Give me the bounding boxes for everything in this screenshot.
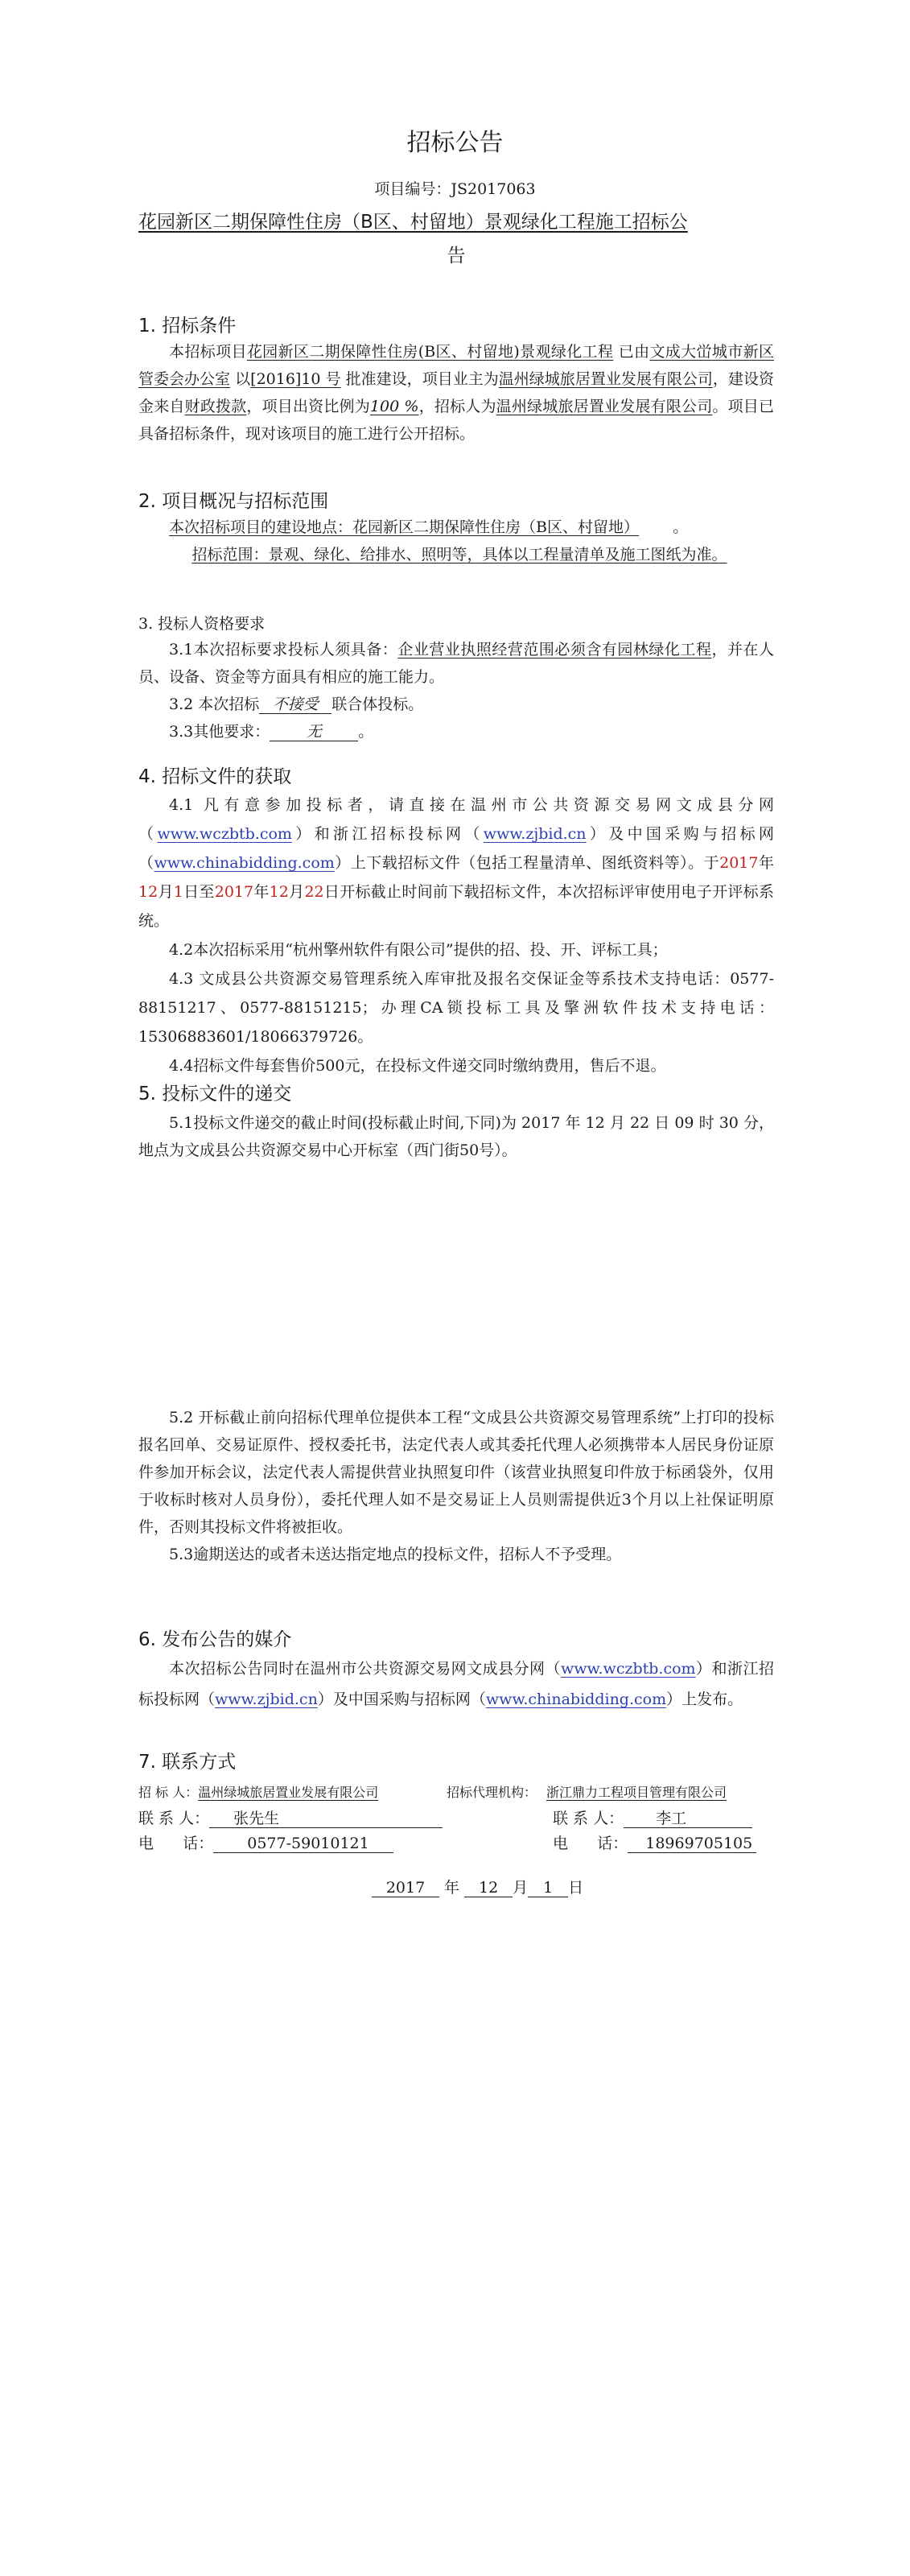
subtitle-line-1: 花园新区二期保障性住房（B区、村留地）景观绿化工程施工招标公: [138, 212, 688, 233]
s3-req-1: [138, 636, 774, 691]
s3-joint: 不接受: [259, 696, 331, 714]
agent-name: 浙江鼎力工程项目管理有限公司: [546, 1785, 727, 1800]
s1-text: 以: [235, 370, 251, 388]
s5-para-1: 5.1投标文件递交的截止时间(投标截止时间,下同)为 2017 年 12 月 22 日 09 时 30 分，地点为文成县公共资源交易中心开标室（西门街50号）。: [138, 1114, 774, 1159]
section-4-body: [138, 791, 774, 1080]
s1-text: 本招标项目: [169, 343, 247, 361]
contact-label: 联 系 人：: [138, 1810, 210, 1827]
section-3-heading: 3. 投标人资格要求: [138, 615, 266, 633]
link-zjbid[interactable]: www.zjbid.cn: [215, 1690, 318, 1708]
s1-doc-no: [2016]10 号: [250, 370, 341, 388]
s4-text: ）和浙江招标投标网（: [291, 825, 484, 843]
phone-left-row: [138, 1831, 393, 1853]
contact-right-name: 李工: [624, 1810, 752, 1828]
s2-location-end: 。: [673, 518, 689, 536]
link-wczbtb[interactable]: www.wczbtb.com: [157, 825, 292, 843]
phone-right-row: [553, 1831, 756, 1853]
s3-text: ，并在人员、设备、资金等方面具有相应的施工能力。: [138, 641, 774, 686]
section-2-heading: 2. 项目概况与招标范围: [138, 491, 329, 512]
s4-date-day: 22: [304, 883, 324, 901]
project-number: 项目编号：JS2017063: [374, 180, 536, 198]
s4-text: ）及中国采购与招标网（: [138, 825, 774, 872]
s1-fund: 财政拨款: [184, 398, 247, 415]
contact-left-name: 张先生: [209, 1810, 443, 1828]
s4-date-year: 2017: [719, 854, 759, 872]
s3-text: 3.2 本次招标: [169, 696, 260, 713]
s4-para-3: 4.3 文成县公共资源交易管理系统入库审批及报名交保证金等系技术支持电话：0577-88151217、0577-88151215；办理CA锁投标工具及擎洲软件技术支持电话：15306883601/18066379726。: [138, 970, 774, 1046]
s3-text: 3.3其他要求：: [169, 723, 270, 741]
s4-text: 月: [288, 883, 305, 901]
s2-location: [138, 514, 774, 541]
document-title: 招标公告: [406, 129, 504, 157]
s3-other: 无: [270, 723, 358, 741]
s1-tenderer: 温州绿城旅居置业发展有限公司: [496, 398, 713, 415]
s5-para-2: 5.2 开标截止前向招标代理单位提供本工程“文成县公共资源交易管理系统”上打印的投标报名回单、交易证原件、授权委托书，法定代表人或其委托代理人必须携带本人居民身份证原件参加开标会议，法定代表人需提供营业执照复印件（该营业执照复印件放于标函袋外，仅用于收标时核对人员身份），委托代理人如不是交易证上人员则需提供近3个月以上社保证明原件，否则其投标文件将被拒收。: [138, 1409, 774, 1536]
s1-approver: 文成大峃城市新区管委会办公室: [138, 343, 774, 388]
s6-text: ）上发布。: [666, 1690, 743, 1708]
section-5-body-cont: [138, 1404, 774, 1568]
section-4-heading: 4. 招标文件的获取: [138, 766, 292, 787]
date-day: 1: [528, 1879, 568, 1897]
section-1-body: [138, 338, 774, 448]
contact-right-row: [553, 1806, 752, 1828]
date-nian: 年: [444, 1879, 460, 1897]
agent-row: [447, 1782, 736, 1801]
phone-label: 电 话：: [553, 1835, 628, 1852]
section-5-heading: 5. 投标文件的递交: [138, 1084, 292, 1104]
s4-para-2: 4.2本次招标采用“杭州擎州软件有限公司”提供的招、投、开、评标工具；: [169, 941, 668, 959]
s4-date-day: 1: [173, 883, 183, 901]
tenderer-name: 温州绿城旅居置业发展有限公司: [198, 1785, 379, 1800]
document-subtitle: [138, 205, 774, 273]
s6-text: ）和浙江招标投标网（: [138, 1660, 774, 1708]
signing-date: [372, 1876, 583, 1897]
section-3-body: [138, 636, 774, 745]
section-1-heading: 1. 招标条件: [138, 316, 237, 336]
contact-left-row: [138, 1806, 443, 1828]
s4-text: 日至: [183, 883, 215, 901]
s6-text: ）及中国采购与招标网（: [317, 1690, 486, 1708]
phone-left-value: 0577-59010121: [213, 1835, 393, 1853]
date-month: 12: [464, 1879, 513, 1897]
contact-label: 联 系 人：: [553, 1810, 624, 1827]
s3-text: 3.1本次招标要求投标人须具备：: [169, 641, 398, 658]
link-chinabidding[interactable]: www.chinabidding.com: [485, 1690, 667, 1708]
s3-license: 企业营业执照经营范围必须含有园林绿化工程: [397, 641, 712, 658]
agent-label: 招标代理机构：: [447, 1785, 537, 1800]
s4-para-1: [138, 791, 774, 935]
phone-right-value: 18969705105: [628, 1835, 756, 1853]
s2-scope: 招标范围：景观、绿化、给排水、照明等，具体以工程量清单及施工图纸为准。: [191, 546, 727, 564]
s4-text: 年: [253, 883, 270, 901]
s1-text: ，招标人为: [418, 398, 496, 415]
tenderer-row: [138, 1782, 378, 1801]
s3-text: 联合体投标。: [331, 696, 424, 713]
s4-para-4: 4.4招标文件每套售价500元，在投标文件递交同时缴纳费用，售后不退。: [169, 1057, 666, 1075]
s4-text: ）上下载招标文件（包括工程量清单、图纸资料等）。于: [334, 854, 720, 872]
s4-date-month: 12: [269, 883, 289, 901]
s4-text: 年: [758, 854, 774, 872]
s3-req-3: [138, 718, 774, 745]
s1-ratio: 100 %: [369, 398, 419, 415]
section-6-heading: 6. 发布公告的媒介: [138, 1629, 292, 1650]
s1-text: 已由: [618, 343, 650, 361]
s4-text: 4.1 凡有意参加投标者，请直接在温州市公共资源交易网文成县分网（: [138, 796, 774, 843]
s4-date-month: 12: [138, 883, 159, 901]
s4-text: 日开标截止时间前下载招标文件，本次招标评审使用电子开评标系统。: [138, 883, 774, 930]
s6-text: 本次招标公告同时在温州市公共资源交易网文成县分网（: [169, 1660, 561, 1678]
date-year: 2017: [372, 1879, 439, 1897]
s3-req-2: [138, 691, 774, 718]
s4-text: 月: [158, 883, 174, 901]
s5-para-3: 5.3逾期送达的或者未送达指定地点的投标文件，招标人不予受理。: [169, 1546, 622, 1563]
s1-owner: 温州绿城旅居置业发展有限公司: [498, 370, 713, 388]
s4-date-year: 2017: [214, 883, 254, 901]
s1-text: ，项目出资比例为: [246, 398, 370, 415]
link-wczbtb[interactable]: www.wczbtb.com: [560, 1660, 696, 1678]
s2-location-text: 本次招标项目的建设地点：花园新区二期保障性住房（B区、村留地）: [169, 518, 639, 536]
date-yue: 月: [513, 1879, 529, 1897]
s1-project: 花园新区二期保障性住房(B区、村留地)景观绿化工程: [246, 343, 614, 361]
link-zjbid[interactable]: www.zjbid.cn: [483, 825, 587, 843]
section-2-body: [138, 514, 774, 568]
section-7-heading: 7. 联系方式: [138, 1752, 237, 1773]
s3-text: 。: [358, 723, 374, 741]
date-ri: 日: [568, 1879, 584, 1897]
s1-text: 。项目已具备招标条件，现对该项目的施工进行公开招标。: [138, 398, 774, 443]
tenderer-label: 招 标 人：: [138, 1785, 199, 1800]
s1-text: ，建设资金来自: [138, 370, 774, 415]
section-6-body: [138, 1653, 774, 1715]
subtitle-line-2: 告: [447, 246, 466, 266]
s1-text: 批准建设，项目业主为: [345, 370, 499, 388]
phone-label: 电 话：: [138, 1835, 214, 1852]
link-chinabidding[interactable]: www.chinabidding.com: [154, 854, 335, 872]
